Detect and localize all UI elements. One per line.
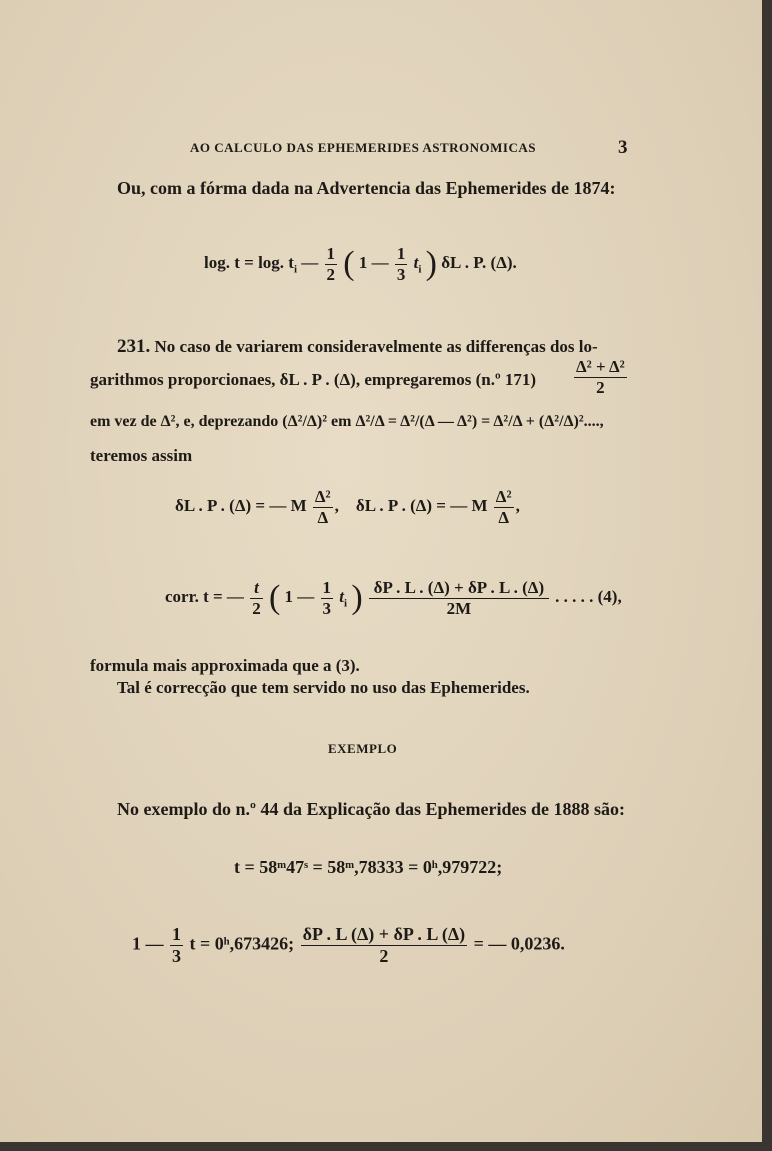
formula3-ti: t bbox=[339, 586, 344, 606]
page-number: 3 bbox=[618, 137, 628, 158]
section-231-line4: teremos assim bbox=[90, 446, 193, 465]
frac-denominator: 2M bbox=[446, 598, 472, 618]
frac-numerator: Δ² bbox=[495, 487, 512, 506]
formula-log-t: log. t = log. $t_i$ — $\frac{1}{2}$ ( 1 — $\frac{1}{3}$ $t_i$ ) δL . P. (Δ). bbox=[204, 244, 517, 284]
eq2-start: 1 — bbox=[132, 933, 164, 954]
formula-delta-lp bbox=[175, 487, 520, 527]
frac-denominator: 3 bbox=[322, 598, 332, 618]
fraction-half bbox=[325, 244, 338, 284]
intro-line: Ou, com a fórma dada na Advertencia das Ephemerides de 1874: bbox=[117, 178, 616, 198]
frac-denominator: 2 bbox=[596, 377, 605, 397]
example-heading: EXEMPLO bbox=[328, 741, 398, 756]
formula1-ti: t bbox=[413, 252, 419, 272]
fraction-delta-mean bbox=[572, 357, 629, 397]
frac-denominator: Δ bbox=[317, 507, 329, 527]
frac-numerator: Δ² + Δ² bbox=[576, 357, 625, 376]
eq2-end: = — 0,0236. bbox=[473, 933, 565, 954]
frac-denominator: Δ bbox=[498, 507, 510, 527]
frac-numerator: 1 bbox=[326, 244, 336, 263]
equation-tag: . . . . . (4), bbox=[555, 586, 622, 606]
formula1-one-minus: 1 — bbox=[358, 252, 389, 272]
after-line1: formula mais approximada que a (3). bbox=[90, 656, 360, 675]
line3-square-term: (Δ²/Δ)² em bbox=[282, 413, 352, 430]
frac-numerator: 1 bbox=[172, 924, 181, 944]
fraction-third bbox=[395, 244, 408, 284]
section-231-text1: No caso de variarem consideravelmente as differenças dos lo- bbox=[154, 337, 598, 356]
line3-series: Δ²/Δ = Δ²/(Δ — Δ²) = Δ²/Δ + (Δ²/Δ)²...., bbox=[355, 413, 604, 430]
frac-numerator: δP . L . (Δ) + δP . L . (Δ) bbox=[369, 578, 549, 599]
formula3-one-minus: 1 — bbox=[284, 586, 315, 606]
frac-denominator: 3 bbox=[396, 264, 406, 284]
line3-start: em vez de Δ², e, deprezando bbox=[90, 413, 279, 430]
formula2-left: δL . P . (Δ) = — M bbox=[175, 495, 307, 515]
frac-denominator: 2 bbox=[252, 598, 261, 618]
eq2-mid: t = 0ʰ,673426; bbox=[189, 933, 295, 954]
formula2-comma: , bbox=[334, 495, 339, 515]
example-eq2 bbox=[132, 924, 565, 966]
section-number: 231. bbox=[117, 336, 151, 357]
frac-numerator: 1 bbox=[322, 578, 332, 597]
formula1-lhs: log. t = log. t bbox=[204, 252, 294, 272]
formula2-end: , bbox=[515, 495, 520, 515]
formula-correction: corr. t = — $\frac{t}{2}$ ( 1 — $\frac{1}{3}$ $t_i$ ) $\frac{\delta P . L . (\Delta) + \delta P . L . (\Delta)}{2M}$ . . . . . (4), bbox=[165, 578, 622, 618]
frac-denominator: 2 bbox=[379, 945, 389, 966]
formula2-right: δL . P . (Δ) = — M bbox=[355, 495, 488, 515]
paren-close: ) bbox=[425, 245, 437, 283]
frac-numerator: δP . L (Δ) + δP . L (Δ) bbox=[302, 924, 466, 944]
formula3-lhs: corr. t = — bbox=[165, 586, 244, 606]
paren-open: ( bbox=[343, 245, 355, 283]
example-eq1: t = 58ᵐ47ˢ = 58ᵐ,78333 = 0ʰ,979722; bbox=[234, 857, 503, 877]
frac-denominator: 3 bbox=[172, 945, 181, 966]
frac-denominator: 2 bbox=[326, 264, 336, 284]
frac-numerator: t bbox=[250, 578, 263, 599]
frac-numerator: Δ² bbox=[314, 487, 331, 506]
section-231-line3 bbox=[90, 413, 604, 431]
section-231-line1 bbox=[117, 336, 598, 358]
frac-numerator: 1 bbox=[396, 244, 406, 263]
example-line: No exemplo do n.º 44 da Explicação das Ephemerides de 1888 são: bbox=[117, 799, 625, 819]
formula1-tail: δL . P. (Δ). bbox=[441, 252, 517, 272]
running-header: AO CALCULO DAS EPHEMERIDES ASTRONOMICAS bbox=[190, 140, 536, 155]
after-line2: Tal é correcção que tem servido no uso das Ephemerides. bbox=[117, 678, 530, 697]
formula1-minus: — bbox=[301, 252, 319, 272]
section-231-line2: garithmos proporcionaes, δL . P . (Δ), empregaremos (n.º 171) bbox=[90, 370, 536, 389]
